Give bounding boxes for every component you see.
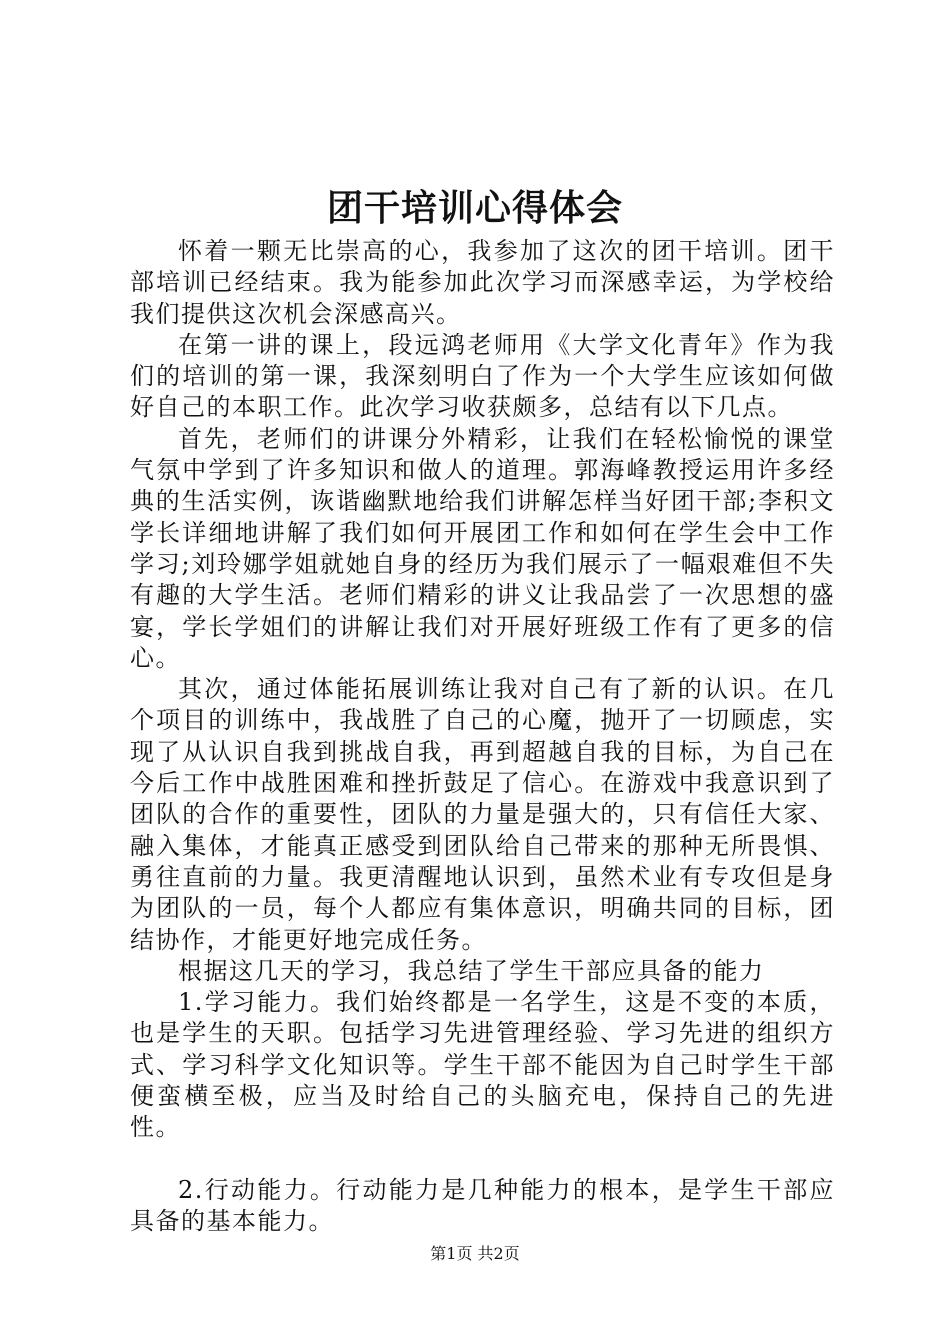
- paragraph-first-lecture: 在第一讲的课上，段远鸿老师用《大学文化青年》作为我们的培训的第一课，我深刻明白了作为一个大学生应该如何做好自己的本职工作。此次学习收获颇多，总结有以下几点。: [130, 330, 835, 422]
- paragraph-intro: 怀着一颗无比崇高的心，我参加了这次的团干培训。团干部培训已经结束。我为能参加此次学习而深感幸运，为学校给我们提供这次机会深感高兴。: [130, 237, 835, 328]
- paragraph-second-point: 其次，通过体能拓展训练让我对自己有了新的认识。在几个项目的训练中，我战胜了自己的心魔，抛开了一切顾虑，实现了从认识自我到挑战自我，再到超越自我的目标，为自己在今后工作中战胜困难和挫折鼓足了信心。在游戏中我意识到了团队的合作的重要性，团队的力量是强大的，只有信任大家、融入集体，才能真正感受到团队给自己带来的那种无所畏惧、勇往直前的力量。我更清醒地认识到，虽然术业有专攻但是身为团队的一员，每个人都应有集体意识，明确共同的目标，团结协作，才能更好地完成任务。: [130, 675, 835, 954]
- document-body: [130, 236, 835, 1237]
- paragraph-first-point: 首先，老师们的讲课分外精彩，让我们在轻松愉悦的课堂气氛中学到了许多知识和做人的道理。郭海峰教授运用许多经典的生活实例，诙谐幽默地给我们讲解怎样当好团干部;李积文学长详细地讲解了我们如何开展团工作和如何在学生会中工作学习;刘玲娜学姐就她自身的经历为我们展示了一幅艰难但不失有趣的大学生活。老师们精彩的讲义让我品尝了一次思想的盛宴，学长学姐们的讲解让我们对开展好班级工作有了更多的信心。: [130, 424, 835, 672]
- page-footer: 第1页 共2页: [430, 1244, 520, 1263]
- paragraph-ability-learning: 1.学习能力。我们始终都是一名学生，这是不变的本质，也是学生的天职。包括学习先进管理经验、学习先进的组织方式、学习科学文化知识等。学生干部不能因为自己时学生干部便蛮横至极，应当及时给自己的头脑充电，保持自己的先进性。: [130, 988, 835, 1142]
- document-title: 团干培训心得体会: [326, 187, 623, 229]
- paragraph-ability-action: 2.行动能力。行动能力是几种能力的根本，是学生干部应具备的基本能力。: [130, 1175, 835, 1235]
- paragraph-summary-lead: 根据这几天的学习，我总结了学生干部应具备的能力: [178, 956, 765, 985]
